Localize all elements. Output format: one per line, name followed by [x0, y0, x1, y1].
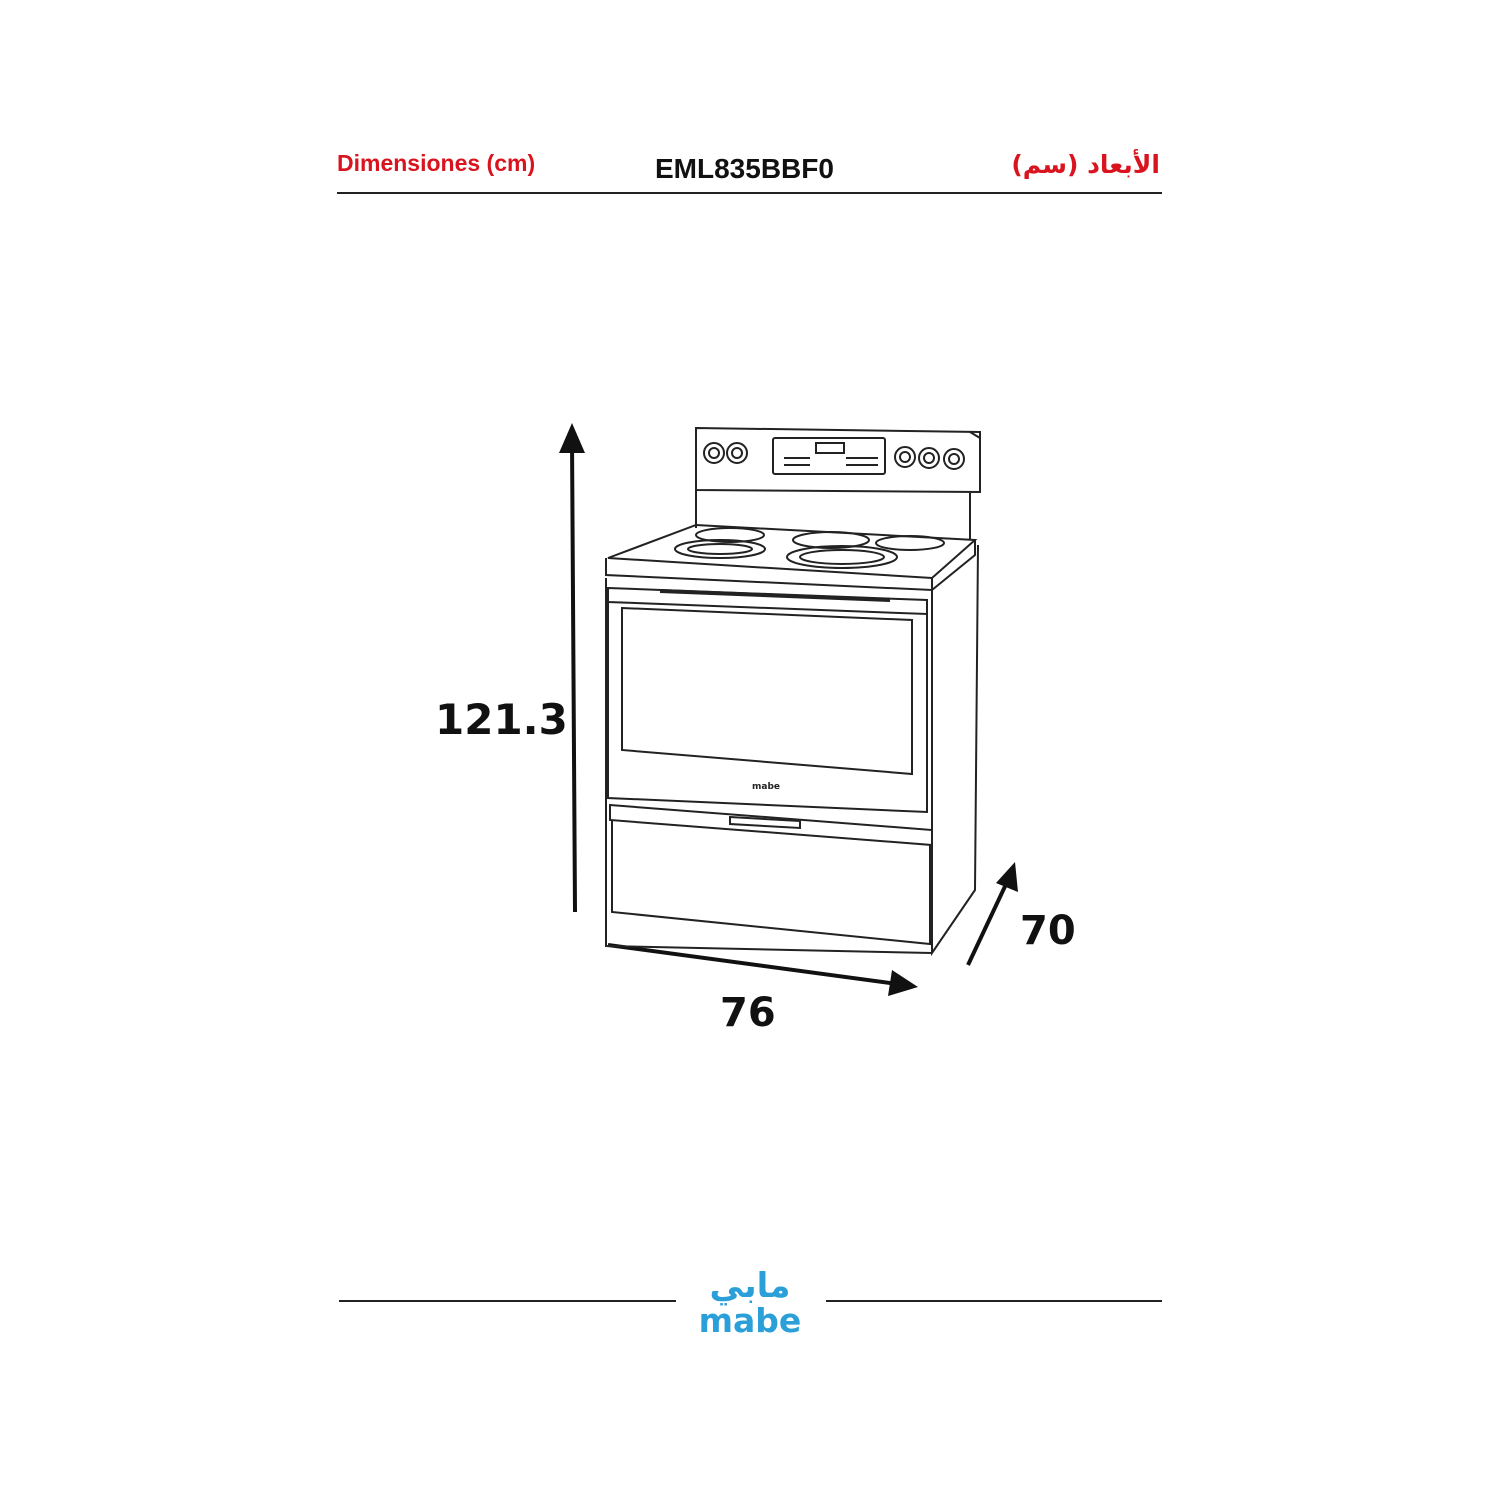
footer-divider-right [826, 1300, 1162, 1302]
logo-latin-text: mabe [698, 1301, 802, 1340]
height-dimension-label: 121.3 [435, 695, 568, 744]
header-title-arabic: الأبعاد (سم) [1011, 150, 1160, 179]
model-number: EML835BBF0 [655, 153, 834, 184]
range-outline [606, 428, 980, 953]
logo-arabic-text: مابي [709, 1266, 791, 1306]
width-dimension-label: 76 [720, 990, 776, 1036]
footer-divider-left [339, 1300, 676, 1302]
header-title-spanish: Dimensiones (cm) [337, 150, 536, 176]
mabe-logo [680, 1268, 820, 1338]
height-arrow [559, 423, 585, 912]
depth-dimension-label: 70 [1020, 908, 1076, 954]
range-front-logo: mabe [752, 782, 780, 792]
